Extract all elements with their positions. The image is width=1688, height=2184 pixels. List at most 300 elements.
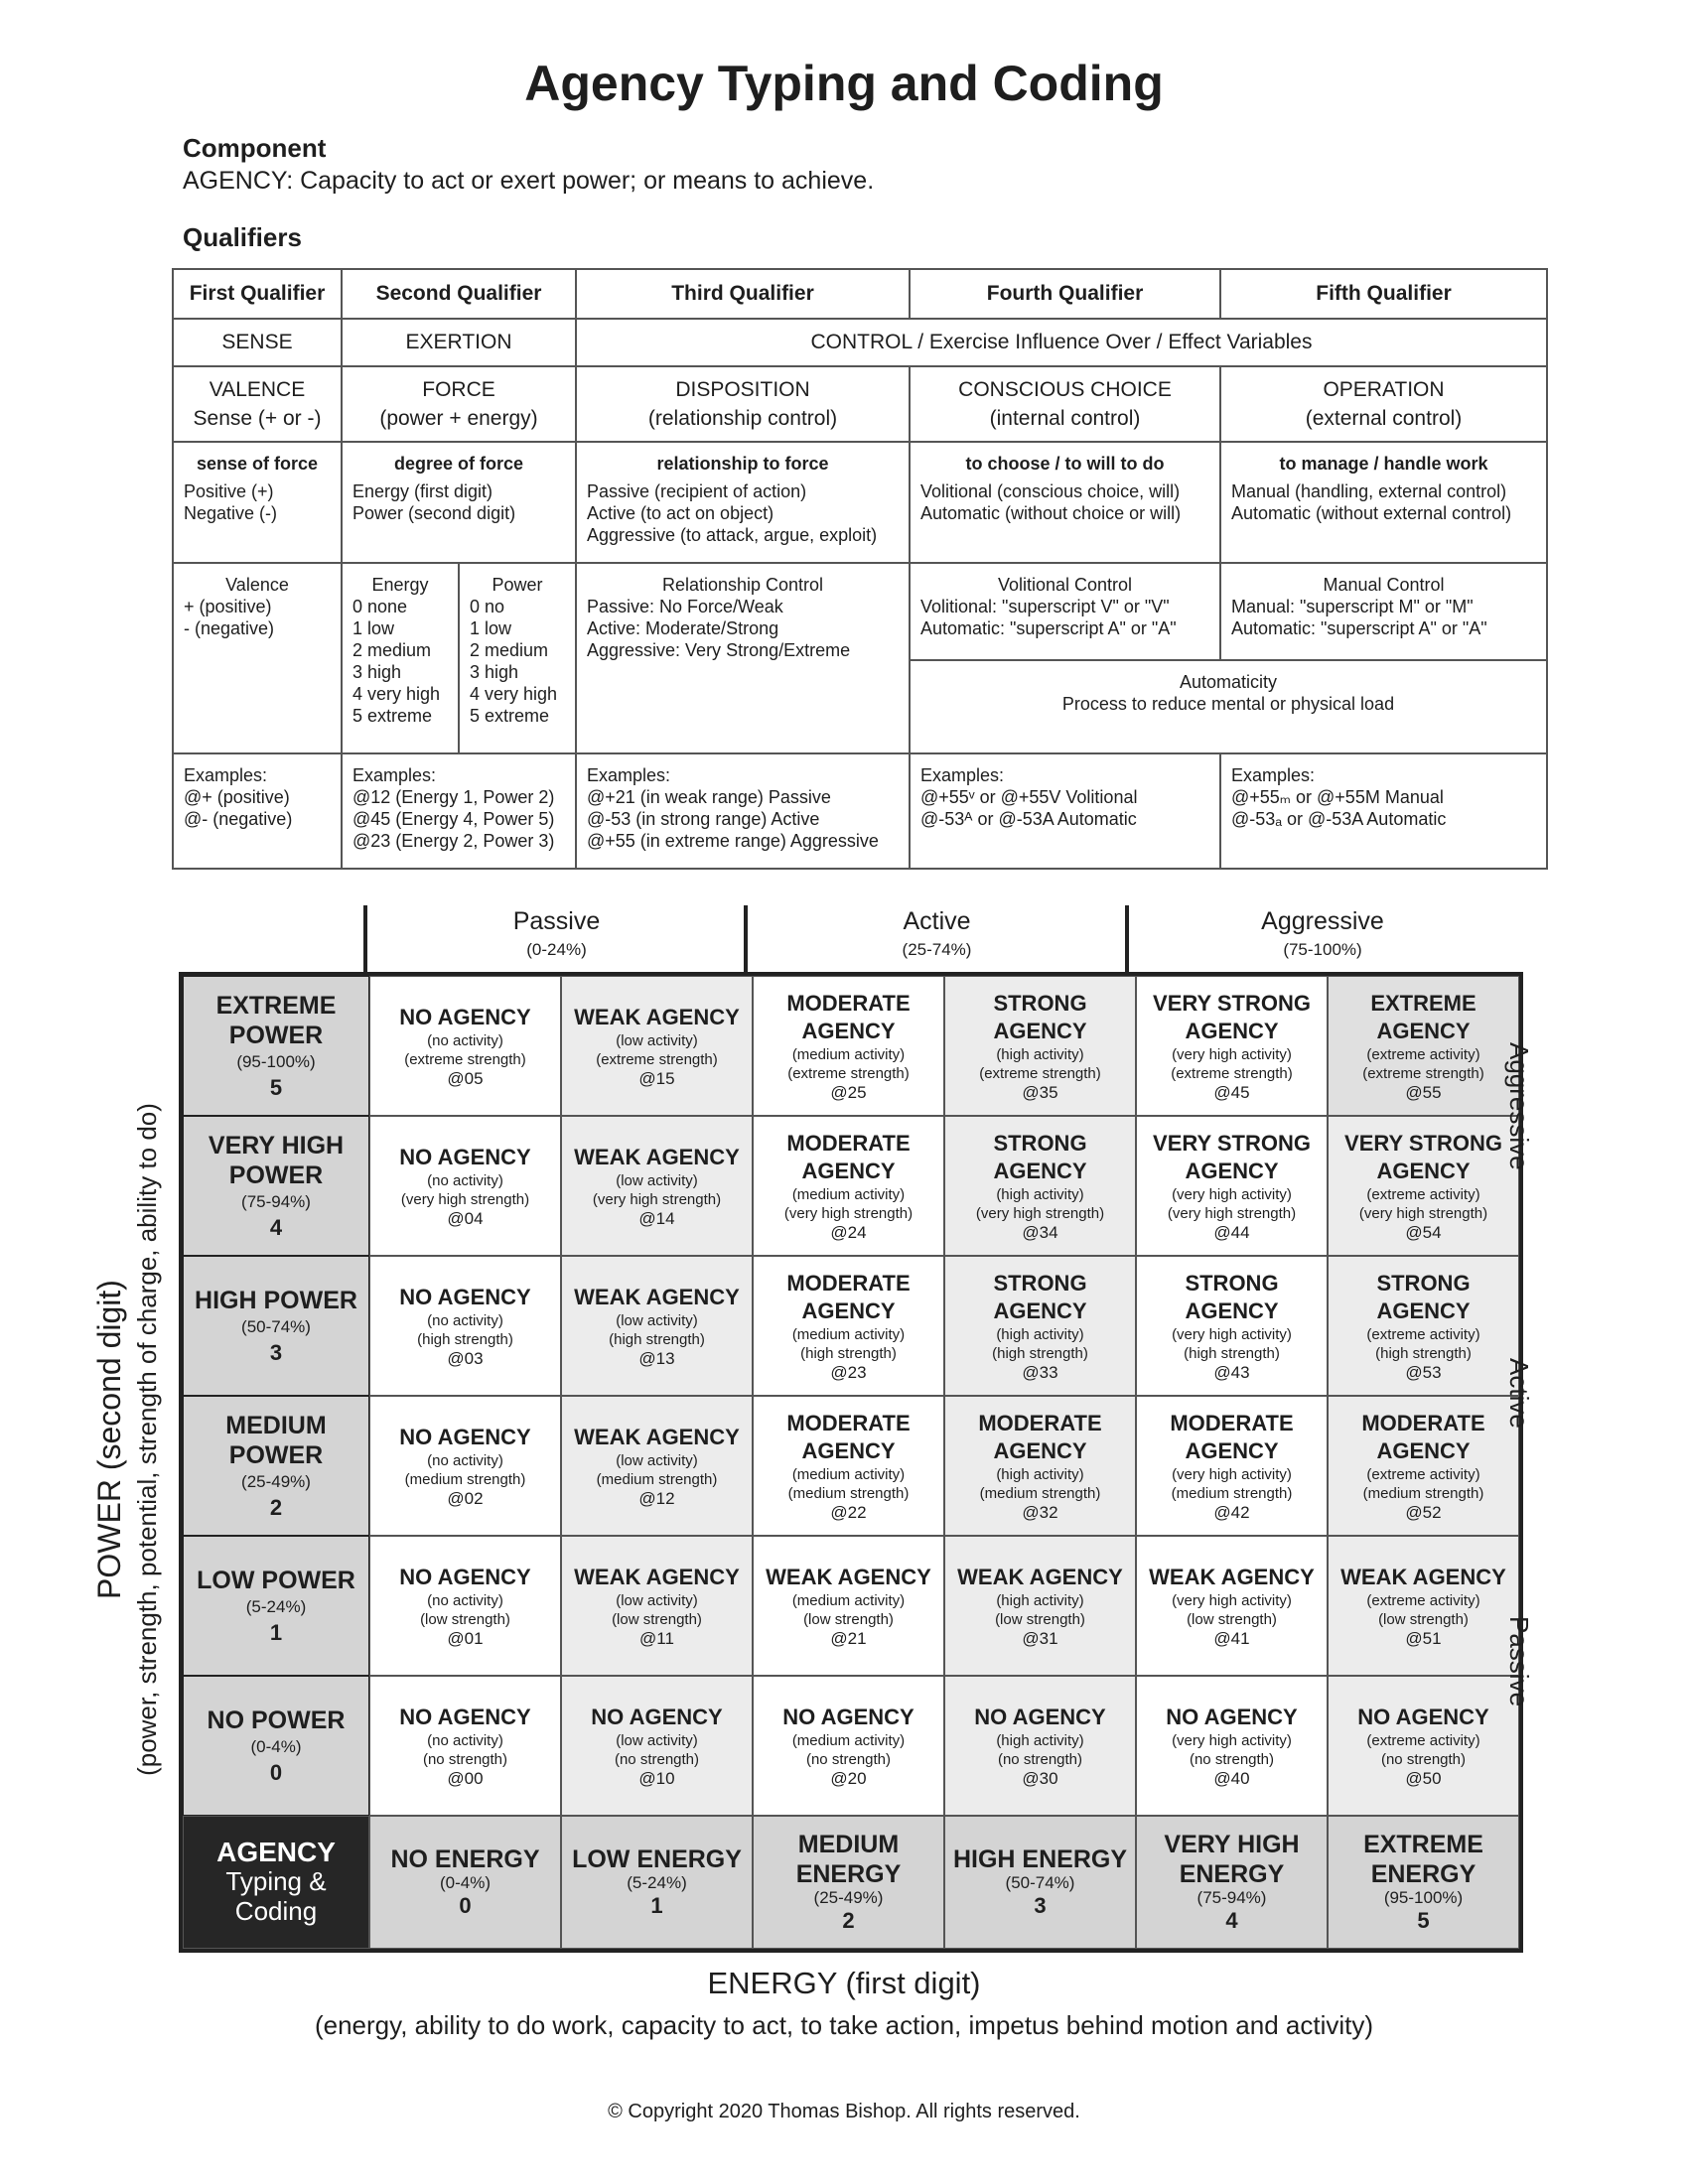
agency-corner-label <box>183 1816 369 1949</box>
agency-code: @43 <box>1213 1362 1250 1382</box>
row-text: Volitional (conscious choice, will) Automatic (without choice or will) <box>920 481 1182 523</box>
activity-text: (medium activity) <box>791 1465 906 1483</box>
energy-label: HIGH ENERGY <box>952 1845 1128 1874</box>
row-text: 0 none 1 low 2 medium 3 high 4 very high 5 extreme <box>352 597 441 726</box>
disposition-range: (75-100%) <box>1283 940 1362 959</box>
strength-text: (low strength) <box>803 1610 894 1628</box>
agency-level: MODERATE AGENCY <box>786 1130 911 1183</box>
degree-of-force-cell <box>342 442 576 563</box>
agency-level: NO AGENCY <box>399 1704 531 1729</box>
agency-code: @10 <box>638 1768 675 1788</box>
agency-cell <box>753 976 944 1116</box>
activity-text: (low activity) <box>616 1451 698 1469</box>
agency-cell <box>1328 1676 1519 1816</box>
agency-cell <box>1136 1396 1328 1536</box>
strength-text: (extreme strength) <box>1362 1064 1484 1082</box>
strength-text: (high strength) <box>417 1330 513 1348</box>
agency-cell <box>369 1256 561 1396</box>
activity-text: (very high activity) <box>1172 1185 1292 1203</box>
power-scale-cell <box>459 563 576 753</box>
disposition-range: (25-74%) <box>902 940 972 959</box>
force-cell: FORCE (power + energy) <box>342 366 576 442</box>
energy-label: LOW ENERGY <box>572 1845 742 1874</box>
power-row-header <box>183 1116 369 1256</box>
power-label: MEDIUM POWER <box>225 1411 327 1469</box>
disposition-name: Aggressive <box>1261 907 1384 935</box>
agency-code: @33 <box>1022 1362 1058 1382</box>
agency-code: @24 <box>830 1222 867 1242</box>
agency-level: NO AGENCY <box>399 1564 531 1589</box>
agency-code: @25 <box>830 1082 867 1102</box>
power-range: (5-24%) <box>245 1596 307 1616</box>
agency-level: WEAK AGENCY <box>574 1564 740 1589</box>
activity-text: (extreme activity) <box>1366 1591 1480 1609</box>
power-range: (50-74%) <box>241 1316 311 1336</box>
examples-fifth: Examples: @+55ₘ or @+55M Manual @-53ₐ or @-53A Automatic <box>1220 753 1547 869</box>
agency-code: @44 <box>1213 1222 1250 1242</box>
agency-code: @34 <box>1022 1222 1058 1242</box>
strength-text: (no strength) <box>1380 1750 1467 1768</box>
energy-digit: 1 <box>650 1892 663 1918</box>
agency-level: VERY STRONG AGENCY <box>1344 1130 1502 1183</box>
activity-text: (high activity) <box>996 1591 1084 1609</box>
header-third-qualifier: Third Qualifier <box>576 269 910 319</box>
agency-level: WEAK AGENCY <box>574 1144 740 1169</box>
power-label: EXTREME POWER <box>215 991 337 1049</box>
strength-text: (no strength) <box>997 1750 1083 1768</box>
energy-range: (75-94%) <box>1196 1888 1267 1908</box>
agency-code: @00 <box>447 1768 484 1788</box>
agency-cell <box>1136 1536 1328 1676</box>
strength-text: (very high strength) <box>592 1190 722 1208</box>
power-digit: 3 <box>269 1339 283 1365</box>
energy-column-footer <box>1328 1816 1519 1949</box>
agency-cell <box>753 1396 944 1536</box>
activity-text: (extreme activity) <box>1366 1045 1480 1063</box>
energy-range: (25-49%) <box>813 1888 884 1908</box>
agency-cell <box>944 976 1136 1116</box>
agency-cell <box>944 1116 1136 1256</box>
row-text: + (positive) - (negative) <box>184 597 275 638</box>
examples-third: Examples: @+21 (in weak range) Passive @-53 (in strong range) Active @+55 (in extreme range) Aggressive <box>576 753 910 869</box>
activity-text: (high activity) <box>996 1731 1084 1749</box>
to-choose-cell <box>910 442 1220 563</box>
agency-cell <box>1328 1256 1519 1396</box>
strength-text: (high strength) <box>1184 1344 1280 1362</box>
energy-label: NO ENERGY <box>390 1845 540 1874</box>
strength-text: (extreme strength) <box>404 1050 526 1068</box>
agency-level: STRONG AGENCY <box>993 990 1087 1043</box>
agency-code: @02 <box>447 1488 484 1508</box>
agency-code: @32 <box>1022 1502 1058 1522</box>
activity-text: (no activity) <box>427 1311 503 1329</box>
energy-label: VERY HIGH ENERGY <box>1164 1831 1300 1889</box>
activity-text: (no activity) <box>427 1171 503 1189</box>
agency-level: NO AGENCY <box>399 1284 531 1309</box>
agency-code: @15 <box>638 1068 675 1088</box>
activity-text: (low activity) <box>616 1731 698 1749</box>
agency-cell <box>753 1676 944 1816</box>
strength-text: (high strength) <box>609 1330 705 1348</box>
row-title: to choose / to will to do <box>965 454 1165 474</box>
energy-digit: 4 <box>1225 1907 1238 1933</box>
strength-text: (extreme strength) <box>787 1064 910 1082</box>
strength-text: (very high strength) <box>1358 1204 1488 1222</box>
agency-code: @14 <box>638 1208 675 1228</box>
exertion-cell: EXERTION <box>342 319 576 366</box>
power-label: HIGH POWER <box>195 1286 357 1314</box>
power-digit: 2 <box>269 1494 283 1520</box>
agency-cell <box>561 1396 753 1536</box>
energy-column-footer <box>753 1816 944 1949</box>
agency-code: @53 <box>1405 1362 1442 1382</box>
energy-range: (0-4%) <box>439 1873 491 1893</box>
strength-text: (medium strength) <box>1171 1484 1293 1502</box>
activity-text: (medium activity) <box>791 1185 906 1203</box>
agency-code: @11 <box>639 1628 674 1648</box>
activity-text: (very high activity) <box>1172 1465 1292 1483</box>
disposition-cell: DISPOSITION (relationship control) <box>576 366 910 442</box>
qualifiers-table <box>172 268 1548 870</box>
row-title: sense of force <box>196 454 319 474</box>
agency-level: STRONG AGENCY <box>993 1270 1087 1323</box>
power-digit: 4 <box>269 1214 283 1240</box>
row-title: Manual Control <box>1323 575 1445 595</box>
volitional-control <box>911 564 1221 659</box>
examples-second: Examples: @12 (Energy 1, Power 2) @45 (Energy 4, Power 5) @23 (Energy 2, Power 3) <box>342 753 576 869</box>
agency-code: @04 <box>447 1208 484 1228</box>
power-label: LOW POWER <box>197 1566 355 1594</box>
activity-text: (no activity) <box>427 1451 503 1469</box>
activity-text: (low activity) <box>616 1171 698 1189</box>
agency-cell <box>1328 1396 1519 1536</box>
agency-code: @52 <box>1405 1502 1442 1522</box>
agency-cell <box>1136 1116 1328 1256</box>
strength-text: (medium strength) <box>404 1470 526 1488</box>
agency-cell <box>561 976 753 1116</box>
agency-code: @40 <box>1213 1768 1250 1788</box>
agency-cell <box>753 1256 944 1396</box>
agency-code: @30 <box>1022 1768 1058 1788</box>
activity-text: (very high activity) <box>1172 1045 1292 1063</box>
row-title: Automaticity <box>1179 672 1278 692</box>
activity-text: (extreme activity) <box>1366 1185 1480 1203</box>
agency-level: NO AGENCY <box>974 1704 1106 1729</box>
activity-text: (medium activity) <box>791 1591 906 1609</box>
power-digit: 0 <box>269 1759 283 1785</box>
relationship-control-cell <box>576 563 910 753</box>
power-row-header <box>183 1256 369 1396</box>
strength-text: (very high strength) <box>400 1190 530 1208</box>
side-label-aggressive: Aggressive <box>1504 1042 1534 1170</box>
strength-text: (very high strength) <box>1167 1204 1297 1222</box>
agency-cell <box>561 1256 753 1396</box>
row-title: to manage / handle work <box>1279 454 1488 474</box>
agency-cell <box>753 1116 944 1256</box>
agency-code: @20 <box>830 1768 867 1788</box>
row-text: Manual: "superscript M" or "M" Automatic: "superscript A" or "A" <box>1231 597 1487 638</box>
sense-cell: SENSE <box>173 319 342 366</box>
energy-label: EXTREME ENERGY <box>1363 1831 1483 1889</box>
y-axis-subtitle: (power, strength, potential, strength of charge, ability to do) <box>132 1103 162 1776</box>
agency-level: MODERATE AGENCY <box>786 1270 911 1323</box>
row-text: 0 no 1 low 2 medium 3 high 4 very high 5 extreme <box>470 597 558 726</box>
strength-text: (medium strength) <box>979 1484 1101 1502</box>
agency-cell <box>944 1256 1136 1396</box>
row-title: Volitional Control <box>997 575 1133 595</box>
agency-level: EXTREME AGENCY <box>1370 990 1477 1043</box>
activity-text: (high activity) <box>996 1185 1084 1203</box>
strength-text: (extreme strength) <box>979 1064 1101 1082</box>
energy-range: (5-24%) <box>627 1873 687 1893</box>
header-first-qualifier: First Qualifier <box>173 269 342 319</box>
agency-level: NO AGENCY <box>1166 1704 1298 1729</box>
activity-text: (high activity) <box>996 1325 1084 1343</box>
agency-level: MODERATE AGENCY <box>1361 1410 1485 1463</box>
activity-text: (no activity) <box>427 1731 503 1749</box>
agency-level: STRONG AGENCY <box>1376 1270 1471 1323</box>
power-row-header <box>183 976 369 1116</box>
row-title: Relationship Control <box>661 575 824 595</box>
agency-cell <box>944 1536 1136 1676</box>
strength-text: (low strength) <box>1378 1610 1469 1628</box>
corner-title: AGENCY <box>216 1837 336 1867</box>
energy-column-footer <box>561 1816 753 1949</box>
agency-code: @42 <box>1213 1502 1250 1522</box>
row-text: Passive: No Force/Weak Active: Moderate/Strong Aggressive: Very Strong/Extreme <box>587 597 851 660</box>
strength-text: (extreme strength) <box>1171 1064 1293 1082</box>
power-row-header <box>183 1396 369 1536</box>
strength-text: (high strength) <box>992 1344 1088 1362</box>
agency-code: @12 <box>638 1488 675 1508</box>
sense-of-force-cell <box>173 442 342 563</box>
strength-text: (very high strength) <box>975 1204 1105 1222</box>
power-range: (25-49%) <box>241 1471 311 1491</box>
to-manage-cell <box>1220 442 1547 563</box>
control-details-cell <box>910 563 1547 753</box>
power-digit: 1 <box>269 1619 283 1645</box>
agency-cell <box>1328 1116 1519 1256</box>
agency-level: WEAK AGENCY <box>1340 1564 1506 1589</box>
row-title: Power <box>492 575 543 595</box>
header-second-qualifier: Second Qualifier <box>342 269 576 319</box>
strength-text: (low strength) <box>612 1610 702 1628</box>
strength-text: (no strength) <box>805 1750 892 1768</box>
activity-text: (extreme activity) <box>1366 1325 1480 1343</box>
activity-text: (high activity) <box>996 1465 1084 1483</box>
activity-text: (no activity) <box>427 1591 503 1609</box>
energy-label: MEDIUM ENERGY <box>795 1831 902 1889</box>
activity-text: (very high activity) <box>1172 1325 1292 1343</box>
examples-first: Examples: @+ (positive) @- (negative) <box>173 753 342 869</box>
agency-code: @22 <box>830 1502 867 1522</box>
component-heading: Component <box>183 133 327 163</box>
agency-level: WEAK AGENCY <box>574 1284 740 1309</box>
strength-text: (low strength) <box>995 1610 1085 1628</box>
agency-cell <box>561 1116 753 1256</box>
disposition-name: Active <box>903 907 971 935</box>
agency-cell <box>944 1676 1136 1816</box>
automaticity <box>911 659 1546 743</box>
agency-level: WEAK AGENCY <box>574 1004 740 1029</box>
row-text: Positive (+) Negative (-) <box>184 481 278 523</box>
valence-detail-cell <box>173 563 342 753</box>
power-label: VERY HIGH POWER <box>208 1131 345 1189</box>
header-fourth-qualifier: Fourth Qualifier <box>910 269 1220 319</box>
agency-code: @51 <box>1405 1628 1442 1648</box>
agency-cell <box>1136 976 1328 1116</box>
qualifiers-heading: Qualifiers <box>183 222 302 252</box>
agency-level: MODERATE AGENCY <box>978 1410 1102 1463</box>
agency-code: @13 <box>638 1348 675 1368</box>
agency-grid <box>179 972 1523 1953</box>
energy-column-footer <box>1136 1816 1328 1949</box>
activity-text: (no activity) <box>427 1031 503 1049</box>
strength-text: (low strength) <box>1187 1610 1277 1628</box>
agency-level: NO AGENCY <box>399 1144 531 1169</box>
strength-text: (high strength) <box>800 1344 897 1362</box>
examples-fourth: Examples: @+55ᵛ or @+55V Volitional @-53ᴬ or @-53A Automatic <box>910 753 1220 869</box>
agency-level: WEAK AGENCY <box>766 1564 931 1589</box>
agency-level: STRONG AGENCY <box>993 1130 1087 1183</box>
side-label-active: Active <box>1504 1358 1534 1429</box>
control-cell: CONTROL / Exercise Influence Over / Effect Variables <box>576 319 1547 366</box>
corner-subtitle: Typing & Coding <box>225 1866 327 1926</box>
activity-text: (medium activity) <box>791 1731 906 1749</box>
agency-level: NO AGENCY <box>399 1424 531 1449</box>
agency-level: WEAK AGENCY <box>1149 1564 1315 1589</box>
disposition-name: Passive <box>512 907 601 935</box>
conscious-choice-cell: CONSCIOUS CHOICE (internal control) <box>910 366 1220 442</box>
agency-code: @01 <box>447 1628 484 1648</box>
operation-cell: OPERATION (external control) <box>1220 366 1547 442</box>
strength-text: (very high strength) <box>783 1204 914 1222</box>
agency-cell <box>1328 1536 1519 1676</box>
row-text: Passive (recipient of action) Active (to act on object) Aggressive (to attack, argue, exploit) <box>587 481 878 545</box>
power-range: (75-94%) <box>241 1191 311 1211</box>
agency-code: @31 <box>1022 1628 1058 1648</box>
side-label-passive: Passive <box>1504 1616 1534 1707</box>
agency-level: MODERATE AGENCY <box>786 1410 911 1463</box>
component-description: AGENCY: Capacity to act or exert power; or means to achieve. <box>183 167 875 195</box>
agency-cell <box>369 1116 561 1256</box>
agency-level: WEAK AGENCY <box>957 1564 1123 1589</box>
agency-cell <box>1136 1676 1328 1816</box>
x-axis-subtitle: (energy, ability to do work, capacity to act, to take action, impetus behind motion and activity) <box>314 2010 1374 2040</box>
row-title: relationship to force <box>656 454 829 474</box>
agency-level: VERY STRONG AGENCY <box>1153 1130 1311 1183</box>
agency-level: MODERATE AGENCY <box>1170 1410 1294 1463</box>
energy-column-footer <box>369 1816 561 1949</box>
agency-code: @50 <box>1405 1768 1442 1788</box>
strength-text: (medium strength) <box>787 1484 910 1502</box>
row-text: Process to reduce mental or physical load <box>1061 694 1395 714</box>
agency-level: NO AGENCY <box>399 1004 531 1029</box>
strength-text: (no strength) <box>1189 1750 1275 1768</box>
activity-text: (high activity) <box>996 1045 1084 1063</box>
energy-digit: 0 <box>459 1892 472 1918</box>
energy-range: (50-74%) <box>1005 1873 1075 1893</box>
agency-cell <box>753 1536 944 1676</box>
strength-text: (medium strength) <box>596 1470 718 1488</box>
x-axis-title: ENERGY (first digit) <box>707 1966 981 2000</box>
agency-cell <box>561 1536 753 1676</box>
agency-code: @21 <box>830 1628 867 1648</box>
valence-cell: VALENCE Sense (+ or -) <box>173 366 342 442</box>
agency-cell <box>1136 1256 1328 1396</box>
agency-cell <box>561 1676 753 1816</box>
disposition-range: (0-24%) <box>526 940 587 959</box>
agency-level: STRONG AGENCY <box>1185 1270 1279 1323</box>
agency-code: @55 <box>1405 1082 1442 1102</box>
agency-cell <box>1328 976 1519 1116</box>
agency-level: WEAK AGENCY <box>574 1424 740 1449</box>
strength-text: (no strength) <box>614 1750 700 1768</box>
power-range: (95-100%) <box>236 1051 316 1071</box>
energy-digit: 3 <box>1034 1892 1047 1918</box>
activity-text: (very high activity) <box>1172 1591 1292 1609</box>
power-label: NO POWER <box>207 1706 346 1734</box>
copyright: © Copyright 2020 Thomas Bishop. All rights reserved. <box>608 2101 1080 2122</box>
activity-text: (low activity) <box>616 1591 698 1609</box>
agency-cell <box>369 1536 561 1676</box>
agency-code: @05 <box>447 1068 484 1088</box>
page-title: Agency Typing and Coding <box>524 56 1164 111</box>
strength-text: (high strength) <box>1375 1344 1472 1362</box>
agency-code: @41 <box>1213 1628 1250 1648</box>
strength-text: (no strength) <box>422 1750 508 1768</box>
activity-text: (medium activity) <box>791 1045 906 1063</box>
agency-cell <box>369 1676 561 1816</box>
energy-scale-cell <box>342 563 459 753</box>
y-axis-title: POWER (second digit) <box>91 1280 127 1599</box>
agency-code: @03 <box>447 1348 484 1368</box>
agency-level: VERY STRONG AGENCY <box>1153 990 1311 1043</box>
relationship-to-force-cell <box>576 442 910 563</box>
power-row-header <box>183 1676 369 1816</box>
agency-cell <box>369 1396 561 1536</box>
strength-text: (extreme strength) <box>596 1050 718 1068</box>
energy-range: (95-100%) <box>1383 1888 1464 1908</box>
row-text: Manual (handling, external control) Automatic (without external control) <box>1231 481 1512 523</box>
manual-control <box>1221 564 1546 659</box>
activity-text: (extreme activity) <box>1366 1465 1480 1483</box>
agency-code: @23 <box>830 1362 867 1382</box>
energy-digit: 2 <box>842 1907 855 1933</box>
agency-cell <box>369 976 561 1116</box>
agency-level: NO AGENCY <box>782 1704 914 1729</box>
energy-column-footer <box>944 1816 1136 1949</box>
row-title: Energy <box>371 575 429 595</box>
strength-text: (medium strength) <box>1362 1484 1484 1502</box>
agency-code: @35 <box>1022 1082 1058 1102</box>
agency-level: NO AGENCY <box>591 1704 723 1729</box>
row-text: Energy (first digit) Power (second digit) <box>352 481 516 523</box>
activity-text: (very high activity) <box>1172 1731 1292 1749</box>
agency-code: @54 <box>1405 1222 1442 1242</box>
agency-level: MODERATE AGENCY <box>786 990 911 1043</box>
power-range: (0-4%) <box>250 1736 302 1756</box>
activity-text: (low activity) <box>616 1311 698 1329</box>
strength-text: (low strength) <box>420 1610 510 1628</box>
agency-level: NO AGENCY <box>1357 1704 1489 1729</box>
row-title: degree of force <box>393 454 524 474</box>
y-axis-label <box>91 993 163 1886</box>
energy-digit: 5 <box>1417 1907 1430 1933</box>
row-title: Valence <box>225 575 289 595</box>
row-text: Volitional: "superscript V" or "V" Automatic: "superscript A" or "A" <box>920 597 1177 638</box>
agency-code: @45 <box>1213 1082 1250 1102</box>
